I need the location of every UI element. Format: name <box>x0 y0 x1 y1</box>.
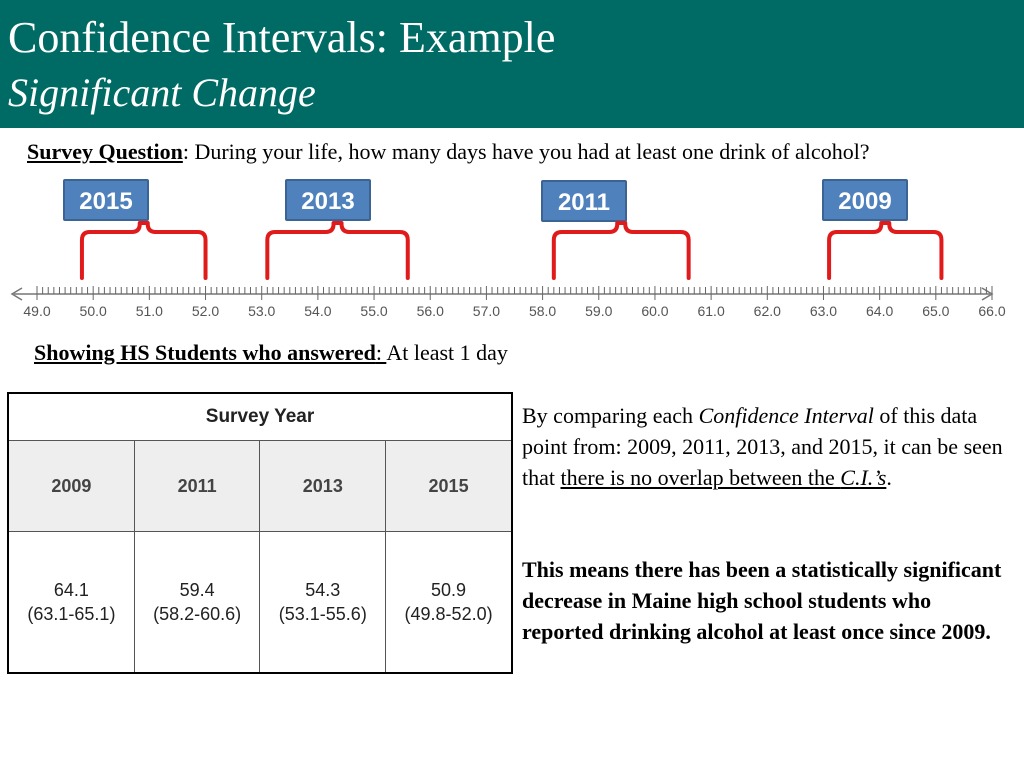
axis-tick-label: 53.0 <box>248 303 276 319</box>
table-year-2015: 2015 <box>386 441 512 532</box>
axis-tick-label: 64.0 <box>866 303 894 319</box>
no-overlap-italic: C.I.’s <box>840 465 887 490</box>
comparison-period: . <box>886 465 892 490</box>
showing-line <box>34 340 508 366</box>
conclusion-paragraph: This means there has been a statistically significant decrease in Maine high school students who reported drinking alcohol at least once since 2009. <box>522 557 1002 644</box>
axis-tick-label: 66.0 <box>978 303 1006 319</box>
axis-tick-label: 57.0 <box>472 303 501 319</box>
axis-tick-label: 61.0 <box>697 303 725 319</box>
table-year-2009: 2009 <box>8 441 134 532</box>
no-overlap-text <box>561 465 887 490</box>
year-box-2009: 2009 <box>822 179 908 221</box>
table-cell-2013 <box>260 532 386 674</box>
title-banner <box>0 0 1024 128</box>
showing-label: Showing HS Students who answered <box>34 340 376 365</box>
comparison-text-b: of this data point from: 2009, 2011, 2013, and 2015, it can be seen that <box>522 403 1003 490</box>
year-box-2013: 2013 <box>285 179 371 221</box>
axis-tick-label: 63.0 <box>809 303 838 319</box>
survey-question-label: Survey Question <box>27 139 183 164</box>
ci-bracket-2009 <box>829 223 941 278</box>
axis-tick-label: 56.0 <box>416 303 444 319</box>
range-2009: (63.1-65.1) <box>27 604 116 624</box>
table-year-2011: 2011 <box>134 441 260 532</box>
comparison-paragraph <box>522 400 1014 493</box>
axis-tick-label: 55.0 <box>360 303 388 319</box>
table-cell-2015 <box>386 532 512 674</box>
ci-bracket-2013 <box>267 223 407 278</box>
table-cell-2009 <box>8 532 134 674</box>
year-box-2015: 2015 <box>63 179 149 221</box>
axis-tick-label: 62.0 <box>753 303 781 319</box>
showing-answer: At least 1 day <box>386 340 508 365</box>
confidence-interval-timeline <box>0 215 1024 325</box>
axis-tick-label: 60.0 <box>641 303 669 319</box>
table-cell-2011 <box>134 532 260 674</box>
table-header: Survey Year <box>8 393 512 441</box>
axis-tick-label: 54.0 <box>304 303 332 319</box>
value-2011: 59.4 <box>179 580 215 600</box>
axis-tick-label: 65.0 <box>922 303 950 319</box>
comparison-text-a: By comparing each <box>522 403 699 428</box>
value-2009: 64.1 <box>53 580 89 600</box>
showing-colon: : <box>375 340 387 365</box>
range-2015: (49.8-52.0) <box>404 604 493 624</box>
axis-tick-label: 58.0 <box>528 303 557 319</box>
survey-question-text: : During your life, how many days have you had at least one drink of alcohol? <box>182 139 870 164</box>
no-overlap-text-a: there is no overlap between the <box>560 465 841 490</box>
axis-tick-label: 49.0 <box>23 303 51 319</box>
range-2011: (58.2-60.6) <box>153 604 242 624</box>
slide-subtitle: Significant Change <box>8 70 316 115</box>
slide-title: Confidence Intervals: Example <box>8 13 556 62</box>
value-2015: 50.9 <box>431 580 467 600</box>
range-2013: (53.1-55.6) <box>278 604 367 624</box>
results-table <box>7 392 513 674</box>
comparison-italic: Confidence Interval <box>698 403 874 428</box>
table-year-2013: 2013 <box>260 441 386 532</box>
axis-tick-label: 59.0 <box>585 303 613 319</box>
year-box-2011: 2011 <box>541 180 627 222</box>
axis-tick-label: 52.0 <box>191 303 220 319</box>
survey-question <box>27 139 870 165</box>
ci-bracket-2011 <box>554 223 689 278</box>
axis-tick-label: 50.0 <box>79 303 107 319</box>
ci-bracket-2015 <box>82 223 206 278</box>
axis-tick-label: 51.0 <box>135 303 163 319</box>
value-2013: 54.3 <box>305 580 341 600</box>
